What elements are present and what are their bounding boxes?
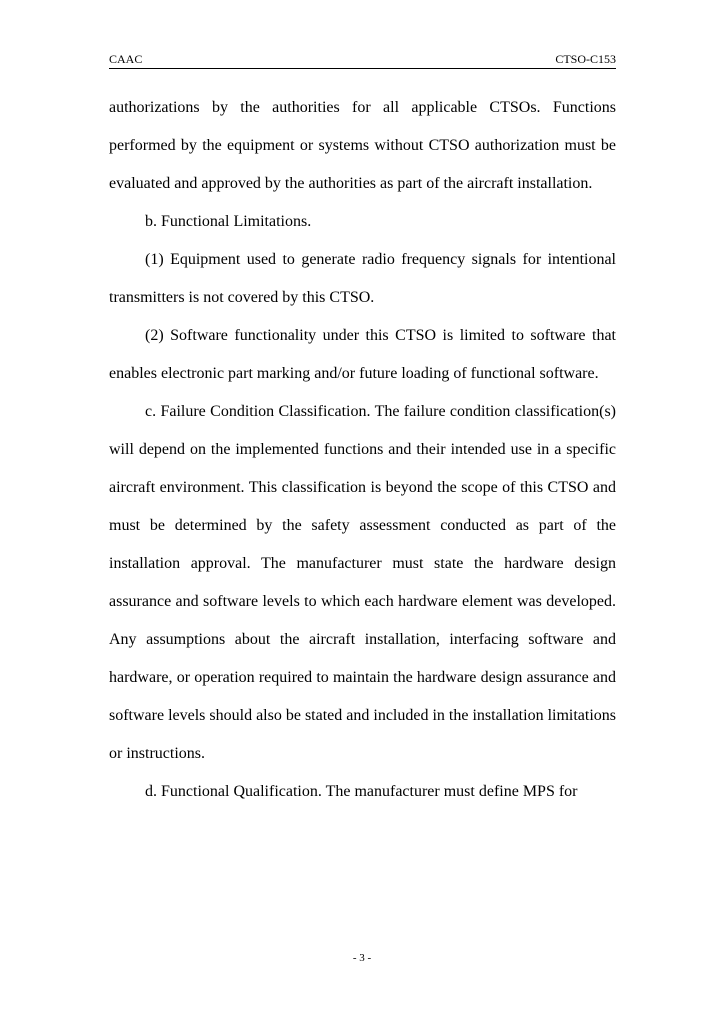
paragraph-authorizations: authorizations by the authorities for all applicable CTSOs. Functions performed by the equipment or systems without CTSO authorization must be evaluated and approved by the authorities as part of the aircraft installation. (109, 99, 616, 192)
header-document-id: CTSO-C153 (555, 52, 616, 66)
page-header (109, 52, 616, 69)
header-organization: CAAC (109, 52, 143, 66)
paragraph-failure-condition: c. Failure Condition Classification. The failure condition classification(s) will depend on the implemented functions and their intended use in a specific aircraft environment. This classification is beyond the scope of this CTSO and must be determined by the safety assessment conducted as part of the installation approval. The manufacturer must state the hardware design assurance and software levels to which each hardware element was developed. Any assumptions about the aircraft installation, interfacing software and hardware, or operation required to maintain the hardware design assurance and software levels should also be stated and included in the installation limitations or instructions. (109, 403, 617, 762)
paragraph-rf-equipment: (1) Equipment used to generate radio frequency signals for intentional transmitters is not covered by this CTSO. (109, 251, 616, 306)
heading-functional-limitations: b. Functional Limitations. (145, 213, 312, 230)
paragraph-functional-qualification: d. Functional Qualification. The manufacturer must define MPS for (145, 783, 578, 800)
page-number: - 3 - (352, 952, 372, 964)
paragraph-software-functionality: (2) Software functionality under this CTSO is limited to software that enables electronic part marking and/or future loading of functional software. (109, 327, 616, 382)
body-text (109, 89, 616, 811)
